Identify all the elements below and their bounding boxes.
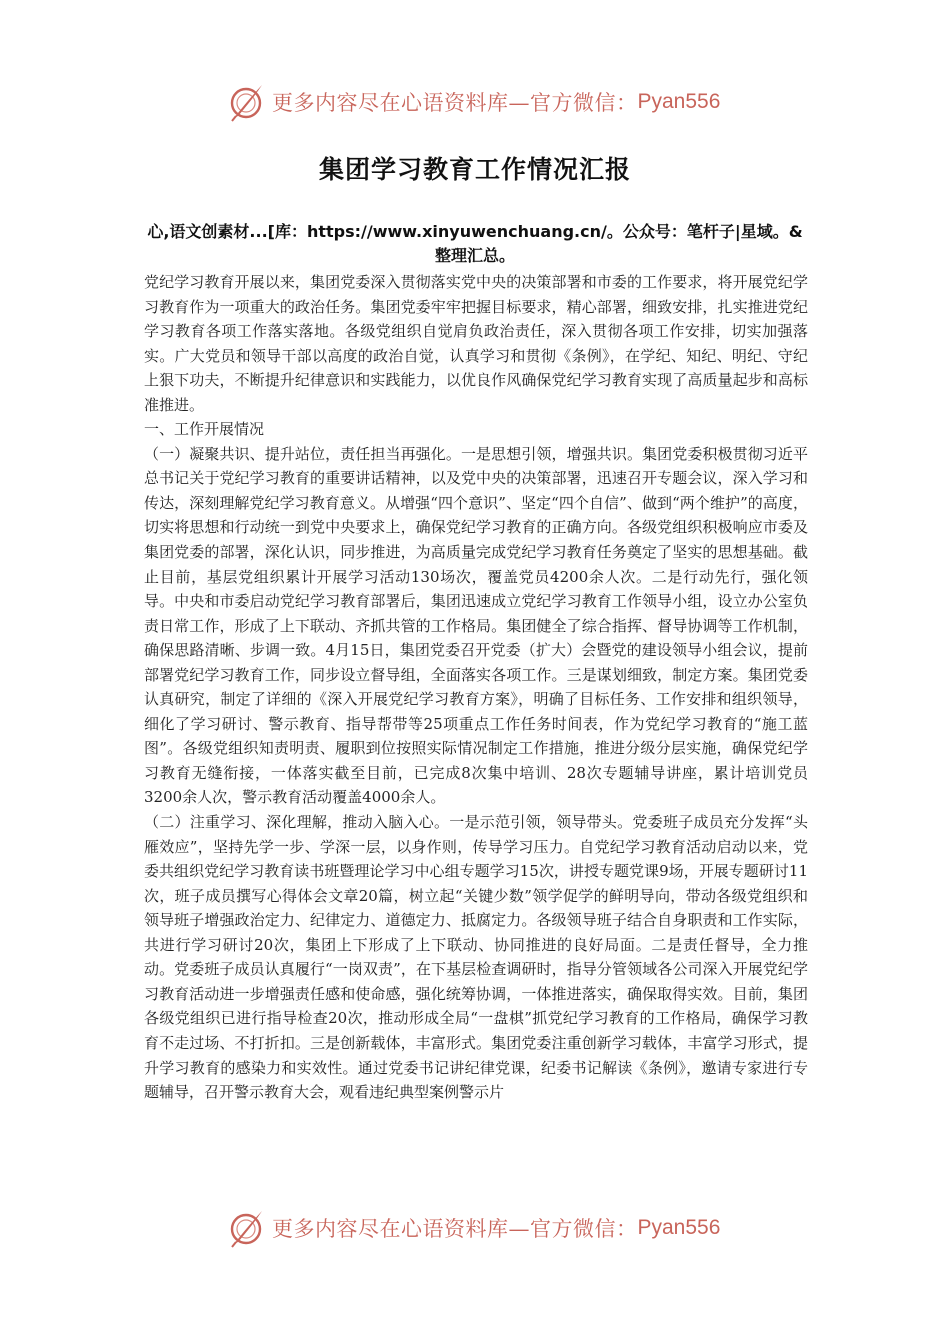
source-note: 心,语文创素材...[库：https://www.xinyuwenchuang.cn/。公众号：笔杆子|星域。&整理汇总。 [147, 222, 803, 265]
paragraph-section-1: （一）凝聚共识、提升站位，责任担当再强化。一是思想引领，增强共识。集团党委积极贯彻习近平总书记关于党纪学习教育的重要讲话精神，以及党中央的决策部署，迅速召开专题会议，深入学习和传达，深刻理解党纪学习教育意义。从增强“四个意识”、坚定“四个自信”、做到“两个维护”的高度，切实将思想和行动统一到党中央要求上，确保党纪学习教育的正确方向。各级党组织积极响应市委及集团党委的部署，深化认识，同步推进，为高质量完成党纪学习教育任务奠定了坚实的思想基础。截止目前，基层党组织累计开展学习活动130场次，覆盖党员4200余人次。二是行动先行，强化领导。中央和市委启动党纪学习教育部署后，集团迅速成立党纪学习教育工作领导小组，设立办公室负责日常工作，形成了上下联动、齐抓共管的工作格局。集团健全了综合指挥、督导协调等工作机制，确保思路清晰、步调一致。4月15日，集团党委召开党委（扩大）会暨党的建设领导小组会议，提前部署党纪学习教育工作，同步设立督导组，全面落实各项工作。三是谋划细致，制定方案。集团党委认真研究，制定了详细的《深入开展党纪学习教育方案》，明确了目标任务、工作安排和组织领导，细化了学习研讨、警示教育、指导帮带等25项重点工作任务时间表，作为党纪学习教育的“施工蓝图”。各级党组织知责明责、履职到位按照实际情况制定工作措施，推进分级分层实施，确保党纪学习教育无缝衔接，一体落实截至目前，已完成8次集中培训、28次专题辅导讲座，累计培训党员3200余人次，警示教育活动覆盖4000余人。 [144, 444, 808, 807]
quill-logo-icon [226, 1208, 266, 1248]
banner-wechat-id: Pyan556 [637, 90, 721, 113]
paragraph-section-2: （二）注重学习、深化理解，推动入脑入心。一是示范引领，领导带头。党委班子成员充分发挥“头雁效应”，坚持先学一步、学深一层，以身作则，传导学习压力。自党纪学习教育活动启动以来，党委共组织党纪学习教育读书班暨理论学习中心组专题学习15次，讲授专题党课9场，开展专题研讨11次，班子成员撰写心得体会文章20篇，树立起“关键少数”领学促学的鲜明导向，带动各级党组织和领导班子增强政治定力、纪律定力、道德定力、抵腐定力。各级领导班子结合自身职责和工作实际，共进行学习研讨20次，集团上下形成了上下联动、协同推进的良好局面。二是责任督导，全力推动。党委班子成员认真履行“一岗双责”，在下基层检查调研时，指导分管领域各公司深入开展党纪学习教育活动进一步增强责任感和使命感，强化统筹协调，一体推进落实，确保取得实效。目前，集团各级党组织已进行指导检查20次，推动形成全局“一盘棋”抓党纪学习教育的工作格局，确保学习教育不走过场、不打折扣。三是创新载体，丰富形式。集团党委注重创新学习载体，丰富学习形式，提升学习教育的感染力和实效性。通过党委书记讲纪律党课，纪委书记解读《条例》，邀请专家进行专题辅导，召开警示教育大会，观看违纪典型案例警示片 [144, 813, 808, 1102]
banner-text: 更多内容尽在心语资料库—官方微信： [272, 1217, 638, 1241]
banner-wechat-id: Pyan556 [637, 1216, 721, 1239]
document-title: 集团学习教育工作情况汇报 [318, 155, 631, 184]
bottom-banner[interactable] [226, 1206, 720, 1250]
quill-logo-icon [226, 82, 266, 122]
document-body [144, 270, 808, 1105]
banner-text: 更多内容尽在心语资料库—官方微信： [272, 91, 638, 115]
top-banner[interactable] [226, 80, 720, 124]
section-heading: 一、工作开展情况 [144, 420, 265, 439]
paragraph-intro: 党纪学习教育开展以来，集团党委深入贯彻落实党中央的决策部署和市委的工作要求，将开展党纪学习教育作为一项重大的政治任务。集团党委牢牢把握目标要求，精心部署，细致安排，扎实推进党纪学习教育各项工作落实落地。各级党组织自觉肩负政治责任，深入贯彻各项工作安排，切实加强落实。广大党员和领导干部以高度的政治自觉，认真学习和贯彻《条例》，在学纪、知纪、明纪、守纪上狠下功夫，不断提升纪律意识和实践能力，以优良作风确保党纪学习教育实现了高质量起步和高标准推进。 [144, 273, 808, 414]
